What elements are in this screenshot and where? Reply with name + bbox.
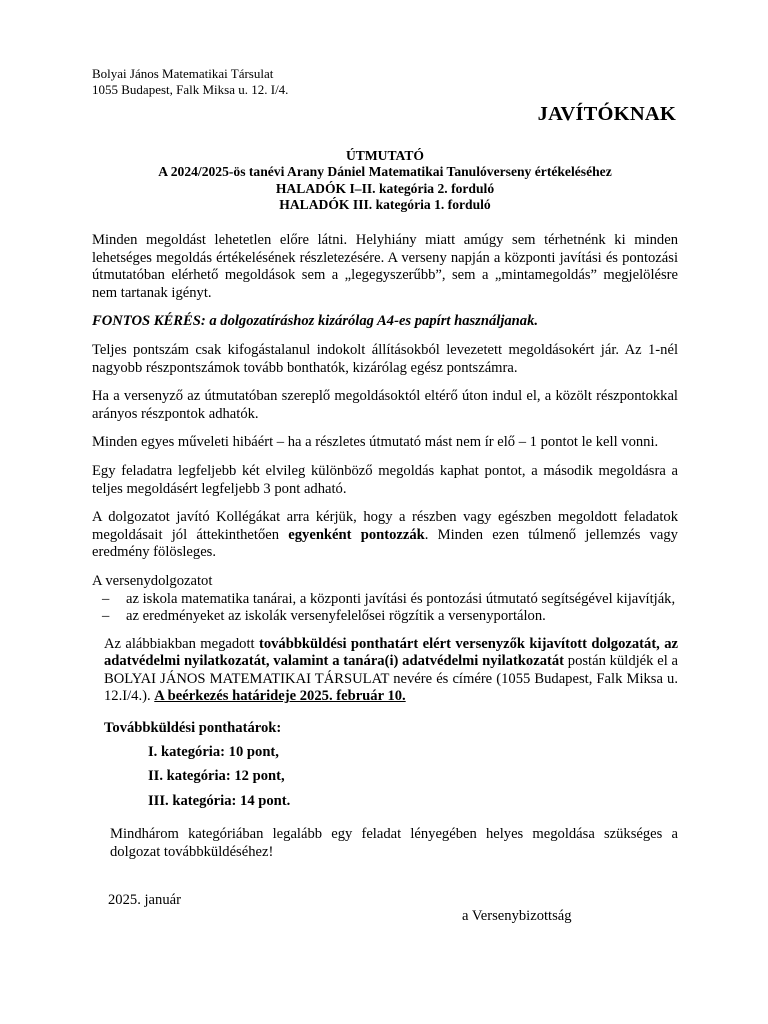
forward-text-2: postán küldjék el a BOLYAI JÁNOS MATEMATIKAI TÁRSULAT nevére és címére (1055 Budapest, Falk Miksa u. 12.I/4.). xyxy=(104,653,678,705)
list-item xyxy=(92,591,678,609)
graders-text-before: A dolgozatot javító Kollégákat arra kérjük, hogy a részben vagy egészben megoldott feladatok megoldásait jól áttekinthetően xyxy=(92,509,678,543)
important-request: FONTOS KÉRÉS: a dolgozatíráshoz kizárólag A4-es papírt használjanak. xyxy=(92,313,539,330)
graders-text-after: . Minden ezen túlmenő jellemzés vagy eredmény fölösleges. xyxy=(92,526,678,561)
graders-paragraph xyxy=(92,509,678,562)
grading-list xyxy=(92,573,678,626)
title-line-4: HALADÓK III. kategória 1. forduló xyxy=(279,197,491,213)
threshold-item-2: II. kategória: 12 pont, xyxy=(148,768,285,785)
threshold-item-3: III. kategória: 14 pont. xyxy=(148,792,291,809)
forward-text-1: Az alábbiakban megadott xyxy=(104,635,259,652)
document-body xyxy=(92,232,678,873)
graders-bold: egyenként pontozzák xyxy=(288,526,425,543)
alternative-path-paragraph: Ha a versenyző az útmutatóban szereplő megoldásoktól eltérő úton indul el, a közölt részpontokkal arányos részpontok adhatók. xyxy=(92,388,678,422)
dash-bullet: – xyxy=(102,590,110,607)
document-title xyxy=(80,148,690,214)
title-line-2: A 2024/2025-ös tanévi Arany Dániel Matematikai Tanulóverseny értékeléséhez xyxy=(158,164,612,180)
deadline: A beérkezés határideje 2025. február 10. xyxy=(154,688,406,705)
title-line-1: ÚTMUTATÓ xyxy=(345,148,425,163)
list-item-text: az iskola matematika tanárai, a központi javítási és pontozási útmutató segítségével kijavítják, xyxy=(126,590,676,607)
title-line-3: HALADÓK I–II. kategória 2. forduló xyxy=(275,180,495,196)
two-solutions-paragraph: Egy feladatra legfeljebb két elvileg különböző megoldás kaphat pontot, a második megoldásra a teljes megoldásért legfeljebb 3 pont adható. xyxy=(92,462,678,497)
sender-org: Bolyai János Matematikai Társulat xyxy=(92,66,274,81)
list-item-text: az eredményeket az iskolák versenyfelelősei rögzítik a versenyportálon. xyxy=(126,608,546,625)
list-item xyxy=(92,608,678,626)
list-intro: A versenydolgozatot xyxy=(92,572,213,589)
threshold-item-1: I. kategória: 10 pont, xyxy=(148,743,279,760)
sender-address: 1055 Budapest, Falk Miksa u. 12. I/4. xyxy=(92,82,289,97)
intro-paragraph: Minden megoldást lehetetlen előre látni. Helyhiány miatt amúgy sem térhetnénk ki minden lehetséges megoldás értékelésének részletezésére. A verseny napján a központi javítási és pontozási útmutatóban elérhető megoldások sem a „legegyszerűbb”, sem a „mintamegoldás” megjelölésre nem tartanak igényt. xyxy=(92,232,678,301)
signature: a Versenybizottság xyxy=(462,908,572,924)
thresholds-title: Továbbküldési ponthatárok: xyxy=(104,720,282,737)
closing-paragraph: Mindhárom kategóriában legalább egy feladat lényegében helyes megoldása szükséges a dolgozat továbbküldéséhez! xyxy=(110,826,678,861)
errors-paragraph: Minden egyes műveleti hibáért – ha a részletes útmutató mást nem ír elő – 1 pontot le kell vonni. xyxy=(92,434,659,451)
full-score-paragraph: Teljes pontszám csak kifogástalanul indokolt állításokból levezetett megoldásokért jár. Az 1-nél nagyobb részpontszámok tovább bonthatók, kizárólag egész pontszámra. xyxy=(92,341,678,376)
audience-heading: JAVÍTÓKNAK xyxy=(537,103,676,125)
forwarding-paragraph xyxy=(92,636,678,706)
dash-bullet: – xyxy=(102,608,110,625)
forward-bold: továbbküldési ponthatárt elért versenyzők kijavított dolgozatát, az adatvédelmi nyilatkozatát, valamint a tanára(i) adatvédelmi nyilatkozatát xyxy=(104,635,678,670)
document-date: 2025. január xyxy=(108,892,181,908)
sender-block xyxy=(92,66,288,98)
